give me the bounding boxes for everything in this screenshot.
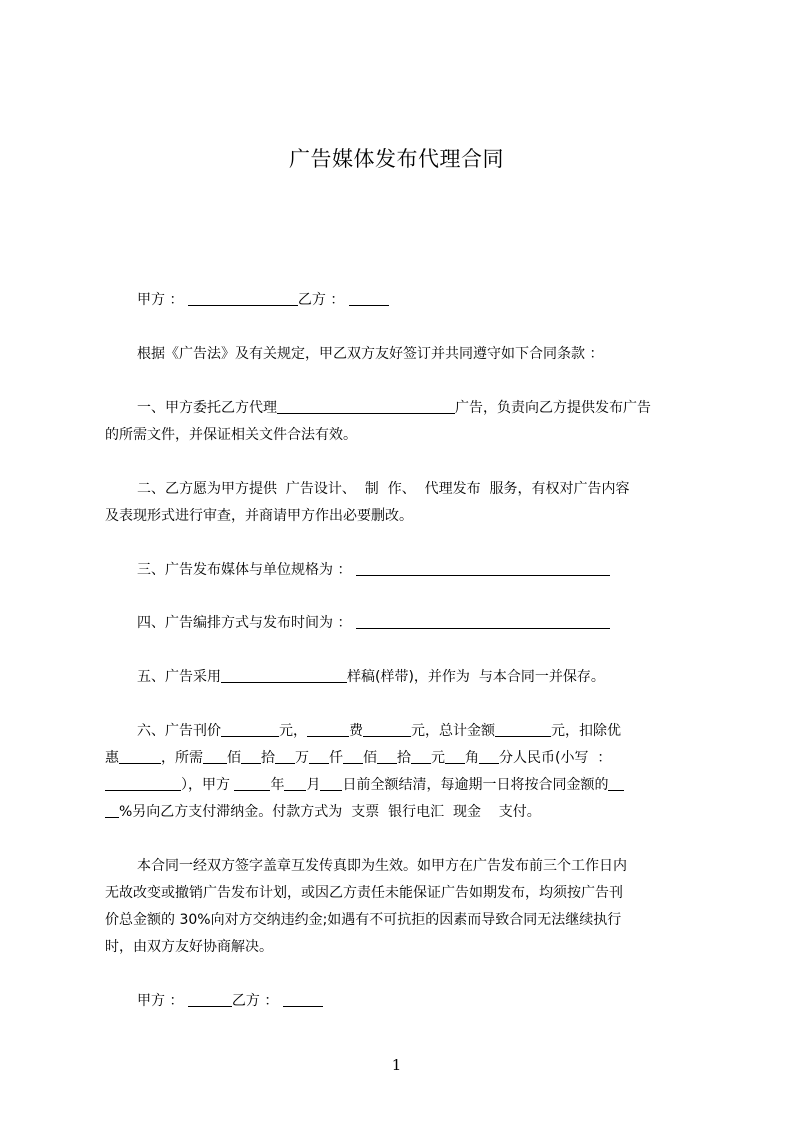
discount-blank <box>119 749 161 764</box>
clause-6-line-2: 惠 ，所需 佰 拾 万 仟 佰 拾 元 角 分人民币(小写 ： <box>105 750 612 766</box>
effect-clause-line-2: 无故改变或撤销广告发布计划，或因乙方责任未能保证广告如期发布，均须按广告刊 <box>105 885 623 901</box>
total-blank <box>495 722 551 737</box>
clause-2-line-1: 二、乙方愿为甲方提供 广告设计、 制 作、 代理发布 服务，有权对广告内容 <box>137 481 630 497</box>
late-fee-rate-blank <box>105 803 119 818</box>
clause-1-line-2: 的所需文件，并保证相关文件合法有效。 <box>105 427 357 443</box>
clause-3: 三、广告发布媒体与单位规格为 ： <box>105 557 705 584</box>
media-spec-blank <box>356 561 610 576</box>
page-number: 1 <box>391 1056 402 1074</box>
fee-blank <box>363 722 411 737</box>
fee-type-blank <box>307 722 349 737</box>
sign-party-a-label: 甲方 ： <box>137 993 184 1009</box>
sample-blank <box>221 668 347 683</box>
clause-6-line-1: 六、广告刊价 元， 费 元，总计金额 元，扣除优 <box>137 723 621 739</box>
preamble: 根据《广告法》及有关规定，甲乙双方友好签订并共同遵守如下合同条款 ： <box>137 346 604 362</box>
sign-party-b-label: 乙方 ： <box>231 993 279 1009</box>
effect-clause-line-1: 本合同一经双方签字盖章互发传真即为生效。如甲方在广告发布前三个工作日内 <box>137 858 627 874</box>
page-title: 广告媒体发布代理合同 <box>289 147 504 171</box>
effect-clause-line-4: 时，由双方友好协商解决。 <box>105 939 273 955</box>
clause-5: 五、广告采用 样稿(样带)，并作为 与本合同一并保存。 <box>137 669 605 685</box>
clause-4: 四、广告编排方式与发布时间为 ： <box>105 610 705 637</box>
party-a-blank <box>188 291 298 306</box>
clause-2-line-2: 及表现形式进行审查，并商请甲方作出必要删改。 <box>105 508 413 524</box>
party-line <box>105 287 705 314</box>
schedule-blank <box>356 614 610 629</box>
party-b-blank <box>349 291 389 306</box>
clause-6-line-3: ），甲方 年 月 日前全额结清，每逾期一日将按合同金额的 <box>105 772 705 799</box>
signature-line <box>105 988 705 1015</box>
price-blank <box>221 722 279 737</box>
sign-party-a-blank <box>188 992 232 1007</box>
party-b-label: 乙方 ： <box>297 292 345 308</box>
ad-name-blank <box>277 399 455 414</box>
sign-party-b-blank <box>283 992 323 1007</box>
lowercase-amount-blank <box>105 776 181 791</box>
party-a-label: 甲方 ： <box>137 292 184 308</box>
effect-clause-line-3: 价总金额的 30%向对方交纳违约金;如遇有不可抗拒的因素而导致合同无法继续执行 <box>105 912 622 928</box>
clause-1-line-1: 一、甲方委托乙方代理 广告，负责向乙方提供发布广告 <box>137 400 651 416</box>
clause-6-line-4: %另向乙方支付滞纳金。付款方式为 支票 银行电汇 现金 支付。 <box>105 799 705 826</box>
